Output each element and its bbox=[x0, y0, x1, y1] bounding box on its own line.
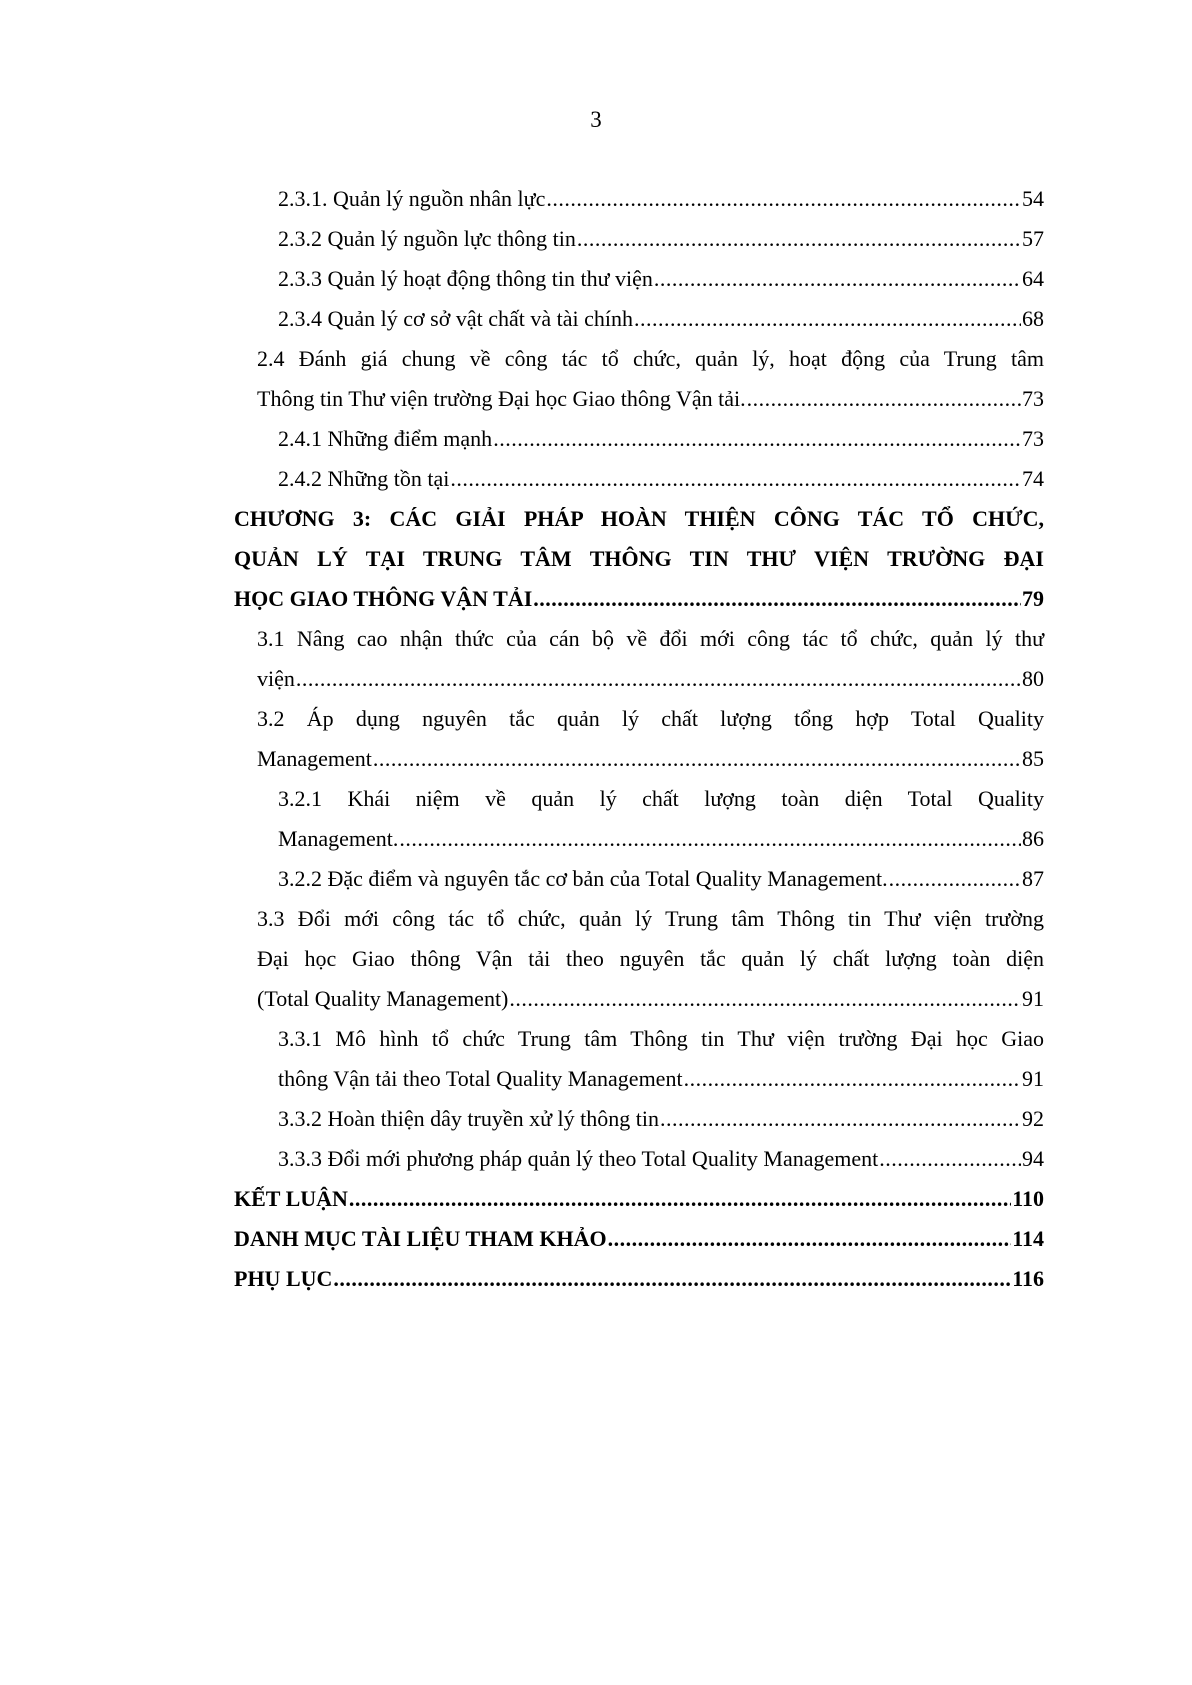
toc-entry[interactable] bbox=[0, 379, 1044, 419]
toc-page-number: 74 bbox=[1022, 466, 1044, 491]
toc-dot-leader bbox=[577, 219, 1021, 259]
toc-entry-text-line: Đại học Giao thông Vận tải theo nguyên tắc quản lý chất lượng toàn diện bbox=[257, 946, 1044, 971]
toc-dot-leader bbox=[450, 459, 1021, 499]
toc-page-number: 94 bbox=[1022, 1146, 1044, 1171]
toc-entry[interactable] bbox=[0, 579, 1044, 619]
toc-page-number: 110 bbox=[1012, 1186, 1044, 1211]
toc-entry-text-line: 3.3 Đổi mới công tác tổ chức, quản lý Trung tâm Thông tin Thư viện trường bbox=[257, 906, 1044, 931]
toc-entry[interactable] bbox=[0, 1259, 1044, 1299]
toc-entry[interactable] bbox=[0, 659, 1044, 699]
toc-entry-text-line: QUẢN LÝ TẠI TRUNG TÂM THÔNG TIN THƯ VIỆN TRƯỜNG ĐẠI bbox=[234, 546, 1044, 571]
toc-entry-title: DANH MỤC TÀI LIỆU THAM KHẢO bbox=[234, 1226, 607, 1251]
toc-dot-leader bbox=[634, 299, 1021, 339]
toc-entry[interactable] bbox=[0, 859, 1044, 899]
toc-entry-title: 2.3.3 Quản lý hoạt động thông tin thư viện bbox=[278, 266, 653, 291]
toc-entry-title: Management. bbox=[278, 826, 399, 851]
toc-entry-title: KẾT LUẬN bbox=[234, 1186, 348, 1211]
toc-entry[interactable] bbox=[0, 1179, 1044, 1219]
toc-page-number: 79 bbox=[1022, 586, 1044, 611]
toc-page-number: 73 bbox=[1022, 426, 1044, 451]
toc-dot-leader bbox=[660, 1099, 1021, 1139]
toc-entry-title: (Total Quality Management) bbox=[257, 986, 509, 1011]
toc-entry-title: 2.3.1. Quản lý nguồn nhân lực bbox=[278, 186, 546, 211]
toc-page-number: 87 bbox=[1022, 866, 1044, 891]
toc-entry[interactable] bbox=[0, 219, 1044, 259]
toc-entry-title: Management bbox=[257, 746, 372, 771]
page-number: 3 bbox=[590, 107, 602, 132]
toc-dot-leader bbox=[373, 739, 1021, 779]
toc-dot-leader bbox=[608, 1219, 1012, 1259]
toc-entry-text-line: 3.1 Nâng cao nhận thức của cán bộ về đổi mới công tác tổ chức, quản lý thư bbox=[257, 626, 1044, 651]
toc-entry-text-line: CHƯƠNG 3: CÁC GIẢI PHÁP HOÀN THIỆN CÔNG TÁC TỔ CHỨC, bbox=[234, 506, 1044, 531]
toc-entry[interactable] bbox=[0, 819, 1044, 859]
toc-page-number: 116 bbox=[1012, 1266, 1044, 1291]
toc-dot-leader bbox=[684, 1059, 1021, 1099]
toc-entry[interactable] bbox=[0, 1059, 1044, 1099]
toc-entry[interactable] bbox=[0, 459, 1044, 499]
toc-entry[interactable] bbox=[0, 1219, 1044, 1259]
toc-entry-title: 2.4.2 Những tồn tại bbox=[278, 466, 450, 491]
toc-entry-title: 3.3.2 Hoàn thiện dây truyền xử lý thông tin bbox=[278, 1106, 659, 1131]
toc-page-number: 68 bbox=[1022, 306, 1044, 331]
toc-entry-text-line: 3.2.1 Khái niệm về quản lý chất lượng toàn diện Total Quality bbox=[278, 786, 1044, 811]
toc-entry-title: 3.3.3 Đổi mới phương pháp quản lý theo Total Quality Management bbox=[278, 1146, 879, 1171]
toc-entry[interactable] bbox=[0, 739, 1044, 779]
toc-entry-title: HỌC GIAO THÔNG VẬN TẢI bbox=[234, 586, 533, 611]
toc-dot-leader bbox=[349, 1179, 1011, 1219]
toc-page-number: 64 bbox=[1022, 266, 1044, 291]
toc-page-number: 86 bbox=[1022, 826, 1044, 851]
toc-page-number: 85 bbox=[1022, 746, 1044, 771]
toc-page-number: 114 bbox=[1012, 1226, 1044, 1251]
toc-entry[interactable] bbox=[0, 179, 1044, 219]
toc-entry[interactable] bbox=[0, 1099, 1044, 1139]
toc-entry[interactable] bbox=[0, 419, 1044, 459]
toc-page-number: 73 bbox=[1022, 386, 1044, 411]
toc-entry-title: 2.4.1 Những điểm mạnh bbox=[278, 426, 493, 451]
toc-entry-text-line: 2.4 Đánh giá chung về công tác tổ chức, quản lý, hoạt động của Trung tâm bbox=[257, 346, 1044, 371]
toc-page-number: 92 bbox=[1022, 1106, 1044, 1131]
toc-page-number: 54 bbox=[1022, 186, 1044, 211]
toc-entry[interactable] bbox=[0, 299, 1044, 339]
toc-entry-title: 2.3.2 Quản lý nguồn lực thông tin bbox=[278, 226, 576, 251]
toc-entry-text-line: 3.2 Áp dụng nguyên tắc quản lý chất lượng tổng hợp Total Quality bbox=[257, 706, 1044, 731]
toc-entry-title: PHỤ LỤC bbox=[234, 1266, 333, 1291]
toc-entry-text-line: 3.3.1 Mô hình tổ chức Trung tâm Thông tin Thư viện trường Đại học Giao bbox=[278, 1026, 1044, 1051]
toc-dot-leader bbox=[399, 819, 1021, 859]
table-of-contents bbox=[0, 179, 1192, 1299]
toc-page-number: 57 bbox=[1022, 226, 1044, 251]
toc-dot-leader bbox=[296, 659, 1021, 699]
toc-dot-leader bbox=[493, 419, 1021, 459]
toc-dot-leader bbox=[889, 859, 1021, 899]
toc-entry-title: Thông tin Thư viện trường Đại học Giao thông Vận tải. bbox=[257, 386, 746, 411]
toc-dot-leader bbox=[509, 979, 1021, 1019]
toc-entry-title: thông Vận tải theo Total Quality Management bbox=[278, 1066, 683, 1091]
toc-entry-title: 3.2.2 Đặc điểm và nguyên tắc cơ bản của Total Quality Management. bbox=[278, 866, 888, 891]
toc-entry-title: 2.3.4 Quản lý cơ sở vật chất và tài chính bbox=[278, 306, 634, 331]
toc-dot-leader bbox=[533, 579, 1021, 619]
toc-dot-leader bbox=[654, 259, 1021, 299]
toc-dot-leader bbox=[879, 1139, 1021, 1179]
toc-dot-leader bbox=[546, 179, 1021, 219]
toc-entry[interactable] bbox=[0, 979, 1044, 1019]
toc-entry-title: viện bbox=[257, 666, 295, 691]
toc-page-number: 80 bbox=[1022, 666, 1044, 691]
toc-page-number: 91 bbox=[1022, 1066, 1044, 1091]
toc-dot-leader bbox=[333, 1259, 1011, 1299]
toc-dot-leader bbox=[747, 379, 1021, 419]
toc-page-number: 91 bbox=[1022, 986, 1044, 1011]
toc-entry[interactable] bbox=[0, 259, 1044, 299]
toc-entry[interactable] bbox=[0, 1139, 1044, 1179]
